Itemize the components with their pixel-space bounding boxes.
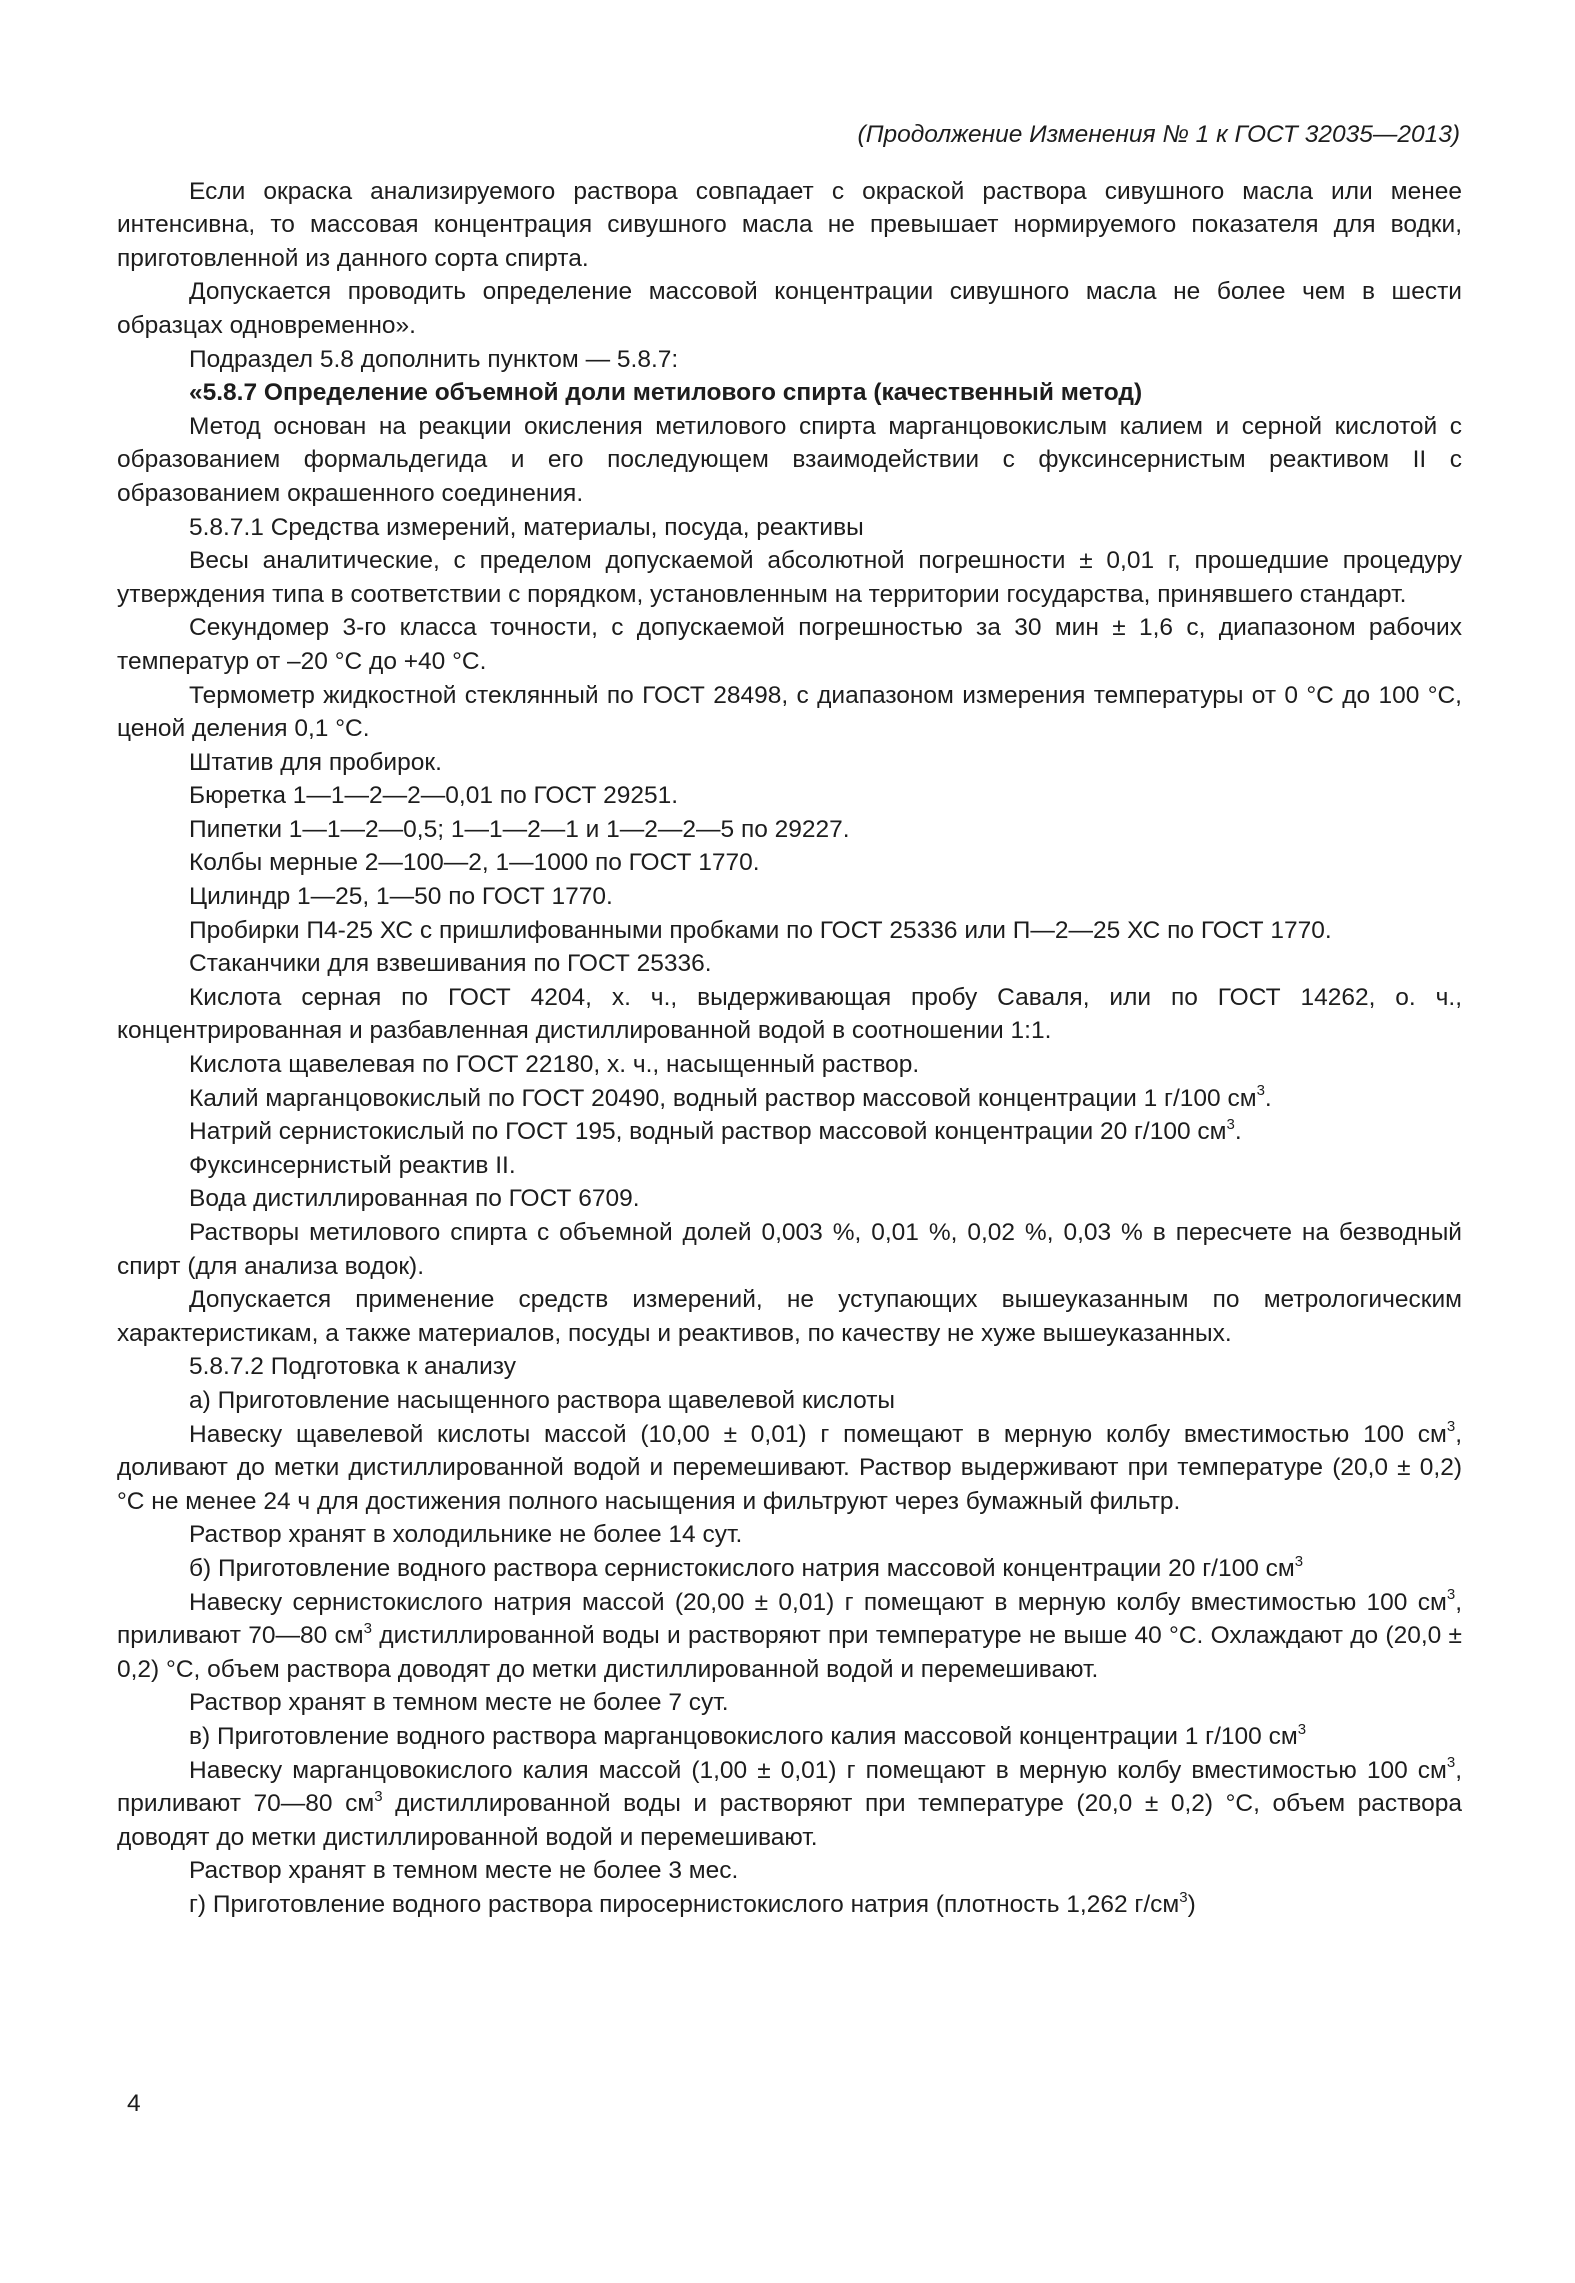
paragraph-p7: Весы аналитические, с пределом допускаемой абсолютной погрешности ± 0,01 г, прошедшие процедуру утверждения типа в соответствии с порядком, установленным на территории государства, принявшего стандарт. <box>117 547 1462 608</box>
paragraph-p23: Растворы метилового спирта с объемной долей 0,003 %, 0,01 %, 0,02 %, 0,03 % в пересчете на безводный спирт (для анализа водок). <box>117 1219 1462 1280</box>
page-number: 4 <box>127 2090 141 2117</box>
paragraph-p33: Навеску марганцовокислого калия массой (1,00 ± 0,01) г помещают в мерную колбу вместимостью 100 $см^3$, приливают 70—80 $см^3$ дистиллированной воды и растворяют при температуре (20,0 ± 0,2) °С, объем раствора доводят до метки дистиллированной водой и перемешивают. <box>117 1754 1462 1851</box>
paragraph-p14: Цилиндр 1—25, 1—50 по ГОСТ 1770. <box>189 883 613 911</box>
paragraph-p24: Допускается применение средств измерений, не уступающих вышеуказанным по метрологическим характеристикам, а также материалов, посуды и реактивов, по качеству не хуже вышеуказанных. <box>117 1286 1462 1347</box>
paragraph-p4: «5.8.7 Определение объемной доли метилового спирта (качественный метод) <box>189 379 1143 407</box>
paragraph-p32: в) Приготовление водного раствора марганцовокислого калия массовой концентрации 1 г/100 $см^3$ <box>189 1720 1307 1750</box>
paragraph-p34: Раствор хранят в темном месте не более 3 мес. <box>189 1857 739 1885</box>
paragraph-p2: Допускается проводить определение массовой концентрации сивушного масла не более чем в шести образцах одновременно». <box>117 278 1462 339</box>
paragraph-p17: Кислота серная по ГОСТ 4204, х. ч., выдерживающая пробу Саваля, или по ГОСТ 14262, о. ч., концентрированная и разбавленная дистиллированной водой в соотношении 1:1. <box>117 983 1462 1045</box>
paragraph-p21: Фуксинсернистый реактив II. <box>189 1151 516 1179</box>
paragraph-p26: а) Приготовление насыщенного раствора щавелевой кислоты <box>189 1386 896 1414</box>
paragraph-p19: Калий марганцовокислый по ГОСТ 20490, водный раствор массовой концентрации 1 г/100 $см^3$. <box>189 1082 1272 1112</box>
paragraph-p31: Раствор хранят в темном месте не более 7 сут. <box>189 1689 729 1717</box>
document-page <box>117 118 1462 1921</box>
paragraph-p13: Колбы мерные 2—100—2, 1—1000 по ГОСТ 1770. <box>189 849 760 877</box>
paragraph-p5: Метод основан на реакции окисления метилового спирта марганцовокислым калием и серной кислотой с образованием формальдегида и его последующем взаимодействии с фуксинсернистым реактивом II с образованием окрашенного соединения. <box>117 412 1462 507</box>
paragraph-p12: Пипетки 1—1—2—0,5; 1—1—2—1 и 1—2—2—5 по 29227. <box>189 815 850 843</box>
paragraph-p22: Вода дистиллированная по ГОСТ 6709. <box>189 1185 640 1213</box>
paragraph-p1: Если окраска анализируемого раствора совпадает с окраской раствора сивушного масла или менее интенсивна, то массовая концентрация сивушного масла не превышает нормируемого показателя для водки, приготовленной из данного сорта спирта. <box>117 177 1462 272</box>
paragraph-p28: Раствор хранят в холодильнике не более 14 сут. <box>189 1521 743 1549</box>
paragraph-p11: Бюретка 1—1—2—2—0,01 по ГОСТ 29251. <box>189 782 679 810</box>
paragraph-p20: Натрий сернистокислый по ГОСТ 195, водный раствор массовой концентрации 20 г/100 $см^3$. <box>189 1116 1242 1146</box>
paragraph-p30: Навеску сернистокислого натрия массой (20,00 ± 0,01) г помещают в мерную колбу вместимостью 100 $см^3$, приливают 70—80 $см^3$ дистиллированной воды и растворяют при температуре не выше 40 °С. Охлаждают до (20,0 ± 0,2) °С, объем раствора доводят до метки дистиллированной водой и перемешивают. <box>117 1586 1462 1683</box>
paragraph-p18: Кислота щавелевая по ГОСТ 22180, х. ч., насыщенный раствор. <box>189 1051 920 1079</box>
paragraph-p9: Термометр жидкостной стеклянный по ГОСТ 28498, с диапазоном измерения температуры от 0 °С до 100 °С, ценой деления 0,1 °С. <box>117 681 1462 743</box>
paragraph-p15: Пробирки П4-25 ХС с пришлифованными пробками по ГОСТ 25336 или П—2—25 ХС по ГОСТ 1770. <box>189 916 1332 944</box>
paragraph-p8: Секундомер 3-го класса точности, с допускаемой погрешностью за 30 мин ± 1,6 с, диапазоном рабочих температур от –20 °С до +40 °С. <box>117 614 1462 675</box>
continuation-header: (Продолжение Изменения № 1 к ГОСТ 32035—2013) <box>857 121 1460 148</box>
paragraph-p6: 5.8.7.1 Средства измерений, материалы, посуда, реактивы <box>189 513 864 541</box>
paragraph-p16: Стаканчики для взвешивания по ГОСТ 25336. <box>189 950 712 978</box>
paragraph-p25: 5.8.7.2 Подготовка к анализу <box>189 1353 516 1381</box>
document-body <box>117 175 1462 1922</box>
paragraph-p10: Штатив для пробирок. <box>189 748 442 776</box>
paragraph-p35: г) Приготовление водного раствора пиросернистокислого натрия (плотность 1,262 $г/см^3$) <box>189 1888 1196 1918</box>
paragraph-p27: Навеску щавелевой кислоты массой (10,00 ± 0,01) г помещают в мерную колбу вместимостью 100 $см^3$, доливают до метки дистиллированной водой и перемешивают. Раствор выдерживают при температуре (20,0 ± 0,2) °С не менее 24 ч для достижения полного насыщения и фильтруют через бумажный фильтр. <box>117 1418 1462 1515</box>
paragraph-p3: Подраздел 5.8 дополнить пунктом — 5.8.7: <box>189 345 679 373</box>
paragraph-p29: б) Приготовление водного раствора сернистокислого натрия массовой концентрации 20 г/100 $см^3$ <box>189 1552 1304 1582</box>
